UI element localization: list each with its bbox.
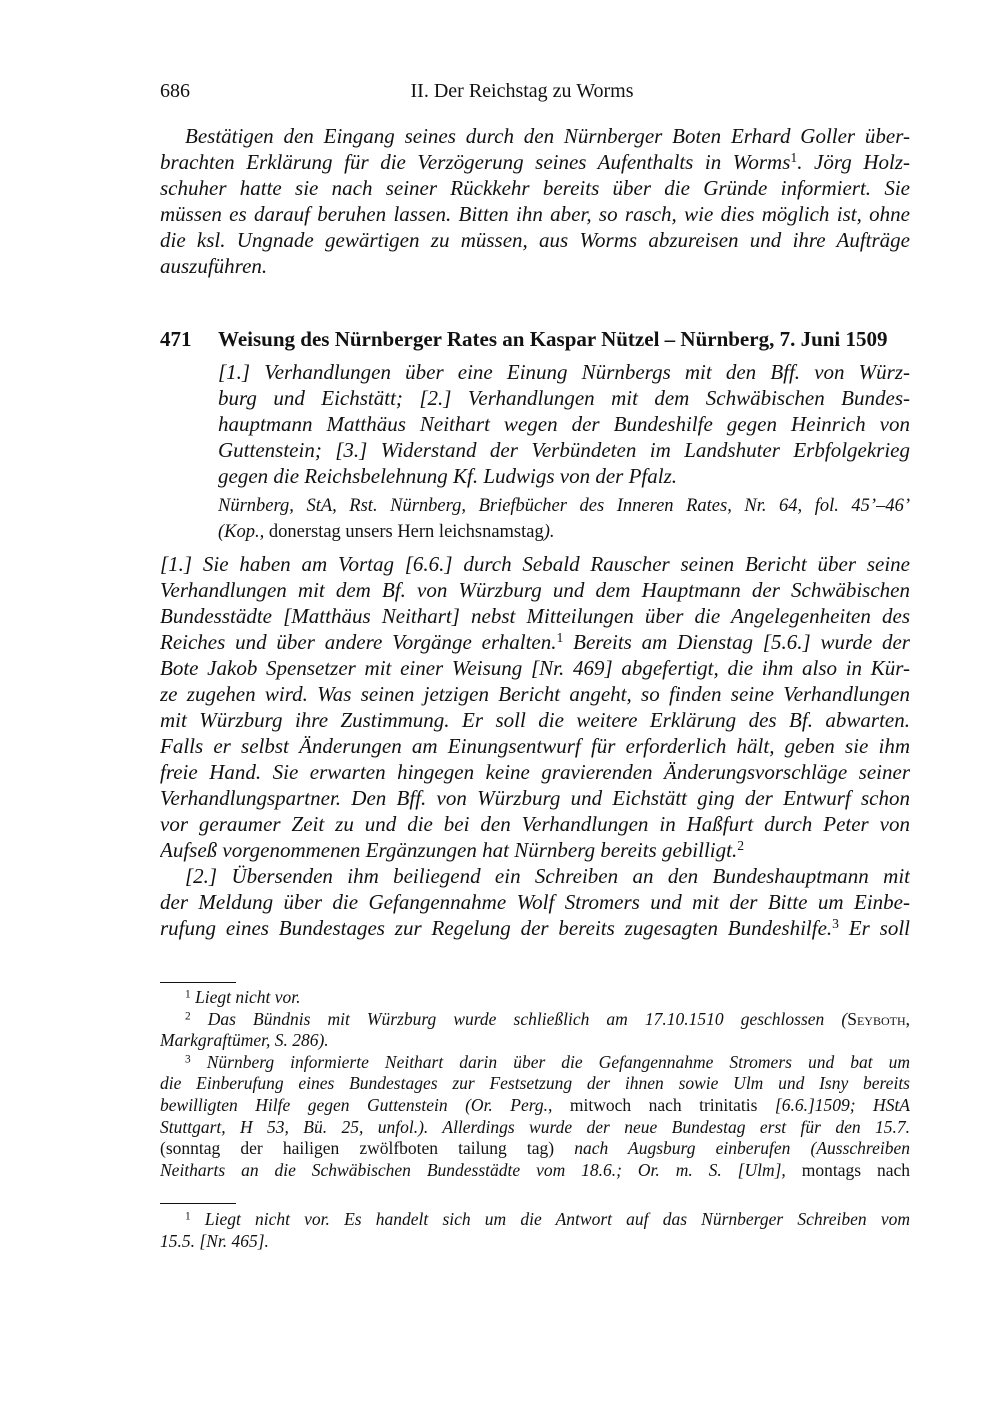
text-line (160, 915, 910, 941)
italic-text: der Meldung über die Gefangennahme Wolf Stromers und mit der Bitte um Einbe- (160, 890, 910, 914)
italic-text: Verhandlungen mit dem Bf. von Würzburg und dem Hauptmann der Schwäbischen (160, 578, 910, 602)
text-line (160, 603, 910, 629)
paragraph (218, 359, 910, 489)
text-line (160, 863, 910, 889)
footnote-marker: 3 (832, 916, 839, 932)
text-line (160, 1030, 910, 1052)
paragraph (218, 493, 910, 545)
text-line (160, 707, 910, 733)
footnote-rule (160, 982, 236, 983)
paragraph (160, 123, 910, 279)
italic-text: nach Augsburg einberufen (Ausschreiben (554, 1138, 910, 1159)
text-line (160, 227, 910, 253)
apparatus-footnotes (160, 1209, 910, 1252)
italic-text: Guttenstein; [3.] Widerstand der Verbündeten im Landshuter Erbfolgekrieg (218, 438, 910, 462)
text-line (218, 437, 910, 463)
text-line (160, 655, 910, 681)
italic-text: [6.6.]1509; HStA (757, 1094, 910, 1115)
paragraph (160, 1209, 910, 1252)
italic-text: Neitharts an die Schwäbischen Bundesstädte vom 18.6.; Or. m. S. [Ulm], (160, 1159, 802, 1180)
document-number: 471 (160, 327, 192, 351)
italic-text: brachten Erklärung für die Verzögerung seines Aufenthalts in Worms (160, 150, 791, 174)
italic-text: Nürnberg informierte Neithart darin über die Gefangennahme Stromers und bat um (190, 1051, 910, 1072)
italic-text: schuher hatte sie nach seiner Rückkehr bereits über die Gründe informiert. Sie (160, 176, 910, 200)
italic-text: Reiches und über andere Vorgänge erhalten. (160, 630, 557, 654)
italic-text: Bestätigen den Eingang seines durch den Nürnberger Boten Erhard Goller über- (185, 124, 910, 148)
document-body (160, 551, 910, 941)
text-line (218, 385, 910, 411)
text-line (160, 577, 910, 603)
footnote-marker: 3 (185, 1053, 191, 1066)
italic-text: die ksl. Ungnade gewärtigen zu müssen, aus Worms abzureisen und ihre Aufträge (160, 228, 910, 252)
text-line (160, 629, 910, 655)
footnote-rule (160, 1203, 236, 1204)
text-line (160, 889, 910, 915)
paragraph (160, 863, 910, 941)
text-line (160, 1117, 910, 1139)
italic-text: gegen die Reichsbelehnung Kf. Ludwigs von der Pfalz. (218, 464, 678, 488)
paragraph (160, 987, 910, 1009)
paragraph (160, 1009, 910, 1052)
footnote-marker: 1 (790, 150, 798, 166)
italic-text: Bundesstädte [Matthäus Neithart] nebst Mitteilungen über die Angelegenheiten des (160, 604, 910, 628)
text-line (160, 175, 910, 201)
text-line (160, 1231, 910, 1253)
document-title: Weisung des Nürnberger Rates an Kaspar Nützel – Nürnberg, 7. Juni 1509 (218, 327, 888, 351)
quoted-source-text: mitwoch nach trinitatis (569, 1094, 758, 1115)
italic-text: ). (543, 522, 555, 542)
italic-text: vor geraumer Zeit zu und die bei den Verhandlungen in Haßfurt durch Peter von (160, 812, 910, 836)
italic-text: Liegt nicht vor. (190, 987, 301, 1007)
italic-text: auszuführen. (160, 254, 268, 278)
italic-text: Er soll (839, 916, 910, 940)
text-line (160, 123, 910, 149)
footnote-marker: 1 (185, 1210, 191, 1223)
text-line (160, 1209, 910, 1231)
italic-text: Nürnberg, StA, Rst. Nürnberg, Briefbücher des Inneren Rates, Nr. 64, fol. 45’–46’ (218, 496, 910, 516)
italic-text: . Jörg Holz- (797, 150, 910, 174)
previous-document-summary (160, 123, 910, 279)
paragraph (160, 551, 910, 863)
quoted-source-text: donerstag unsers Hern leichsnamstag (268, 522, 544, 542)
italic-text: [2.] Übersenden ihm beiliegend ein Schreiben an den Bundeshauptmann mit (185, 864, 910, 888)
italic-text: mit Würzburg ihre Zustimmung. Er soll die weitere Erklärung des Bf. abwarten. (160, 708, 910, 732)
text-line (160, 811, 910, 837)
footnote-marker: 1 (185, 988, 191, 1001)
italic-text: Verhandlungspartner. Den Bff. von Würzburg und Eichstätt ging der Entwurf schon (160, 786, 910, 810)
document-summary (218, 359, 910, 489)
paragraph (160, 1052, 910, 1182)
italic-text: die Einberufung eines Bundestages zur Festsetzung der ihnen sowie Ulm und Isny bereits (160, 1073, 910, 1094)
text-line (218, 411, 910, 437)
italic-text: (Kop., (218, 522, 269, 542)
text-line (160, 759, 910, 785)
text-line (160, 1009, 910, 1031)
italic-text: Markgraftümer, S. 286). (160, 1030, 329, 1051)
italic-text: Liegt nicht vor. Es handelt sich um die Antwort auf das Nürnberger Schreiben vom (190, 1209, 910, 1229)
quoted-source-text: (sonntag der hailigen zwölfboten tailung tag) (160, 1138, 555, 1159)
italic-text: Aufseß vorgenommenen Ergänzungen hat Nürnberg bereits gebilligt. (160, 838, 738, 862)
text-line (218, 493, 910, 519)
quoted-source-text: montags nach (801, 1159, 910, 1180)
text-line (160, 785, 910, 811)
text-line (160, 837, 910, 863)
text-line (160, 551, 910, 577)
text-line (160, 1138, 910, 1160)
text-line (218, 359, 910, 385)
italic-text: hauptmann Matthäus Neithart wegen der Bundeshilfe gegen Heinrich von (218, 412, 910, 436)
text-line (218, 519, 910, 545)
page-number: 686 (160, 80, 190, 102)
italic-text: Stuttgart, H 53, Bü. 25, unfol.). Allerdings wurde der neue Bundestag erst für den 15.7. (160, 1116, 910, 1137)
footnote-marker: 2 (185, 1009, 191, 1022)
italic-text: burg und Eichstätt; [2.] Verhandlungen mit dem Schwäbischen Bundes- (218, 386, 910, 410)
italic-text: Falls er selbst Änderungen am Einungsentwurf für erforderlich hält, geben sie ihm (160, 734, 910, 758)
text-footnotes (160, 987, 910, 1181)
quoted-source-text: , (905, 1008, 910, 1029)
footnote-marker: 1 (556, 630, 564, 646)
italic-text: bewilligten Hilfe gegen Guttenstein (Or. Perg., (160, 1094, 570, 1115)
text-line (218, 463, 910, 489)
text-line (160, 1052, 910, 1074)
text-line (160, 1160, 910, 1182)
author-name: Seyboth (847, 1008, 906, 1029)
text-line (160, 1073, 910, 1095)
italic-text: ze zugehen wird. Was seinen jetzigen Bericht angeht, so finden seine Verhandlungen (160, 682, 910, 706)
footnote-marker: 2 (737, 838, 745, 854)
italic-text: Das Bündnis mit Würzburg wurde schließlich am 17.10.1510 geschlossen ( (190, 1008, 848, 1029)
text-line (160, 253, 910, 279)
running-head: II. Der Reichstag zu Worms (410, 80, 634, 102)
text-line (160, 681, 910, 707)
italic-text: freie Hand. Sie erwarten hingegen keine gravierenden Änderungsvorschläge seiner (160, 760, 910, 784)
text-line (160, 987, 910, 1009)
text-line (160, 733, 910, 759)
italic-text: Bereits am Dienstag [5.6.] wurde der (563, 630, 910, 654)
italic-text: 15.5. [Nr. 465]. (160, 1230, 269, 1251)
italic-text: [1.] Verhandlungen über eine Einung Nürnbergs mit den Bff. von Würz- (218, 360, 910, 384)
text-line (160, 149, 910, 175)
text-line (160, 201, 910, 227)
italic-text: [1.] Sie haben am Vortag [6.6.] durch Sebald Rauscher seinen Bericht über seine (160, 552, 910, 576)
italic-text: müssen es darauf beruhen lassen. Bitten ihn aber, so rasch, wie dies möglich ist, ohne (160, 202, 910, 226)
italic-text: Bote Jakob Spensetzer mit einer Weisung [Nr. 469] abgefertigt, die ihm also in Kür- (160, 656, 910, 680)
text-line (160, 1095, 910, 1117)
italic-text: rufung eines Bundestages zur Regelung der bereits zugesagten Bundeshilfe. (160, 916, 833, 940)
archival-source (218, 493, 910, 545)
